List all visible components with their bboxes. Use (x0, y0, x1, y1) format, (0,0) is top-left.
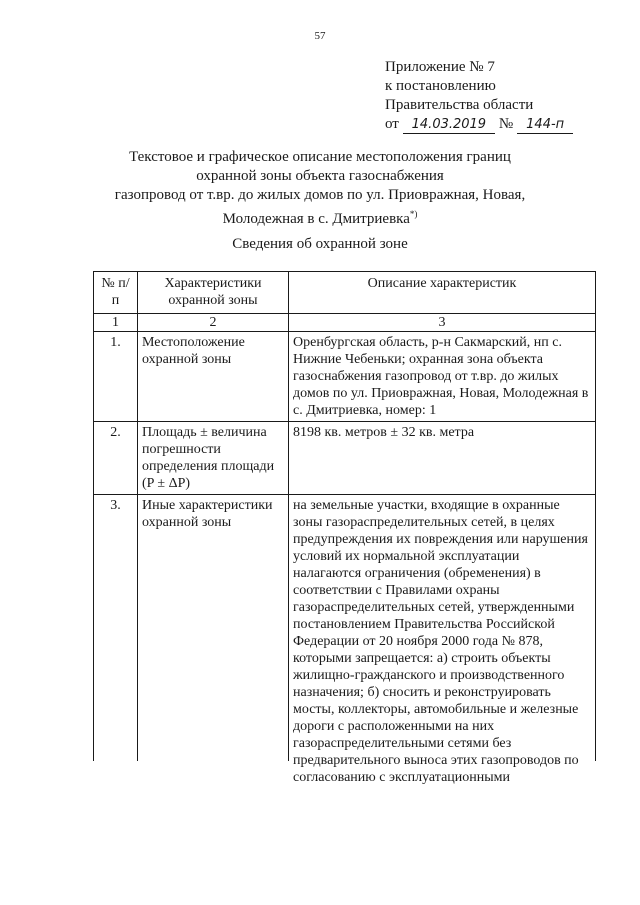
row-number: 3. (94, 495, 138, 762)
number-label: № (498, 116, 514, 132)
row-number: 2. (94, 422, 138, 495)
appendix-block (385, 58, 573, 134)
title-line-2: охранной зоны объекта газоснабжения (196, 168, 444, 184)
header-description: Описание характеристик (289, 272, 596, 314)
row-description-cell (289, 495, 596, 785)
title-line-4-text: Молодежная в с. Дмитриевка (222, 211, 410, 227)
from-label: от (385, 116, 399, 132)
column-number-2: 2 (138, 314, 289, 332)
handwritten-date: 14.03.2019 (403, 116, 495, 134)
table-header-row (94, 272, 596, 314)
page-number: 57 (314, 30, 326, 42)
header-characteristic: Характеристики охранной зоны (138, 272, 289, 314)
header-number: № п/п (94, 272, 138, 314)
appendix-date-line (385, 115, 573, 134)
row-description: на земельные участки, входящие в охранные зоны газораспределительных сетей, в целях предупреждения их повреждения или нарушения условий их нормальной эксплуатации налагаются ограничения (обременения) в соответствии с Правилами охраны газораспределительных сетей, утвержденными постановлением Правительства Российской Федерации от 20 ноября 2000 года № 878, которыми запрещается: а) строить объекты жилищно-гражданского и производственного назначения; б) сносить и реконструировать мосты, коллекторы, автомобильные и железные дороги с расположенными на них газораспределительными сетями без предварительного выноса этих газопроводов по согласованию с эксплуатационными (293, 498, 588, 785)
appendix-line-3: Правительства области (385, 97, 534, 113)
title-line-4 (100, 205, 540, 229)
column-number-1: 1 (94, 314, 138, 332)
row-description: 8198 кв. метров ± 32 кв. метра (289, 422, 596, 495)
handwritten-number: 144-п (517, 116, 573, 134)
protection-zone-table (93, 271, 596, 785)
column-number-row (94, 314, 596, 332)
title-line-1: Текстовое и графическое описание местоположения границ (129, 149, 511, 165)
appendix-line-1: Приложение № 7 (385, 59, 495, 75)
row-characteristic: Местоположение охранной зоны (138, 332, 289, 422)
table-row (94, 422, 596, 495)
row-characteristic: Площадь ± величина погрешности определения площади (P ± ΔP) (138, 422, 289, 495)
row-number: 1. (94, 332, 138, 422)
document-title (100, 148, 540, 229)
appendix-line-2: к постановлению (385, 78, 496, 94)
footnote-mark: *) (409, 209, 418, 219)
title-line-3: газопровод от т.вр. до жилых домов по ул. Приовражная, Новая, (114, 187, 526, 203)
table-row (94, 495, 596, 762)
table-row (94, 332, 596, 422)
row-characteristic: Иные характеристики охранной зоны (138, 495, 289, 762)
section-title: Сведения об охранной зоне (232, 236, 408, 252)
row-description: Оренбургская область, р-н Сакмарский, нп с. Нижние Чебеньки; охранная зона объекта газоснабжения газопровод от т.вр. до жилых домов по ул. Приовражная, Новая, Молодежная в с. Дмитриевка, номер: 1 (289, 332, 596, 422)
column-number-3: 3 (289, 314, 596, 332)
